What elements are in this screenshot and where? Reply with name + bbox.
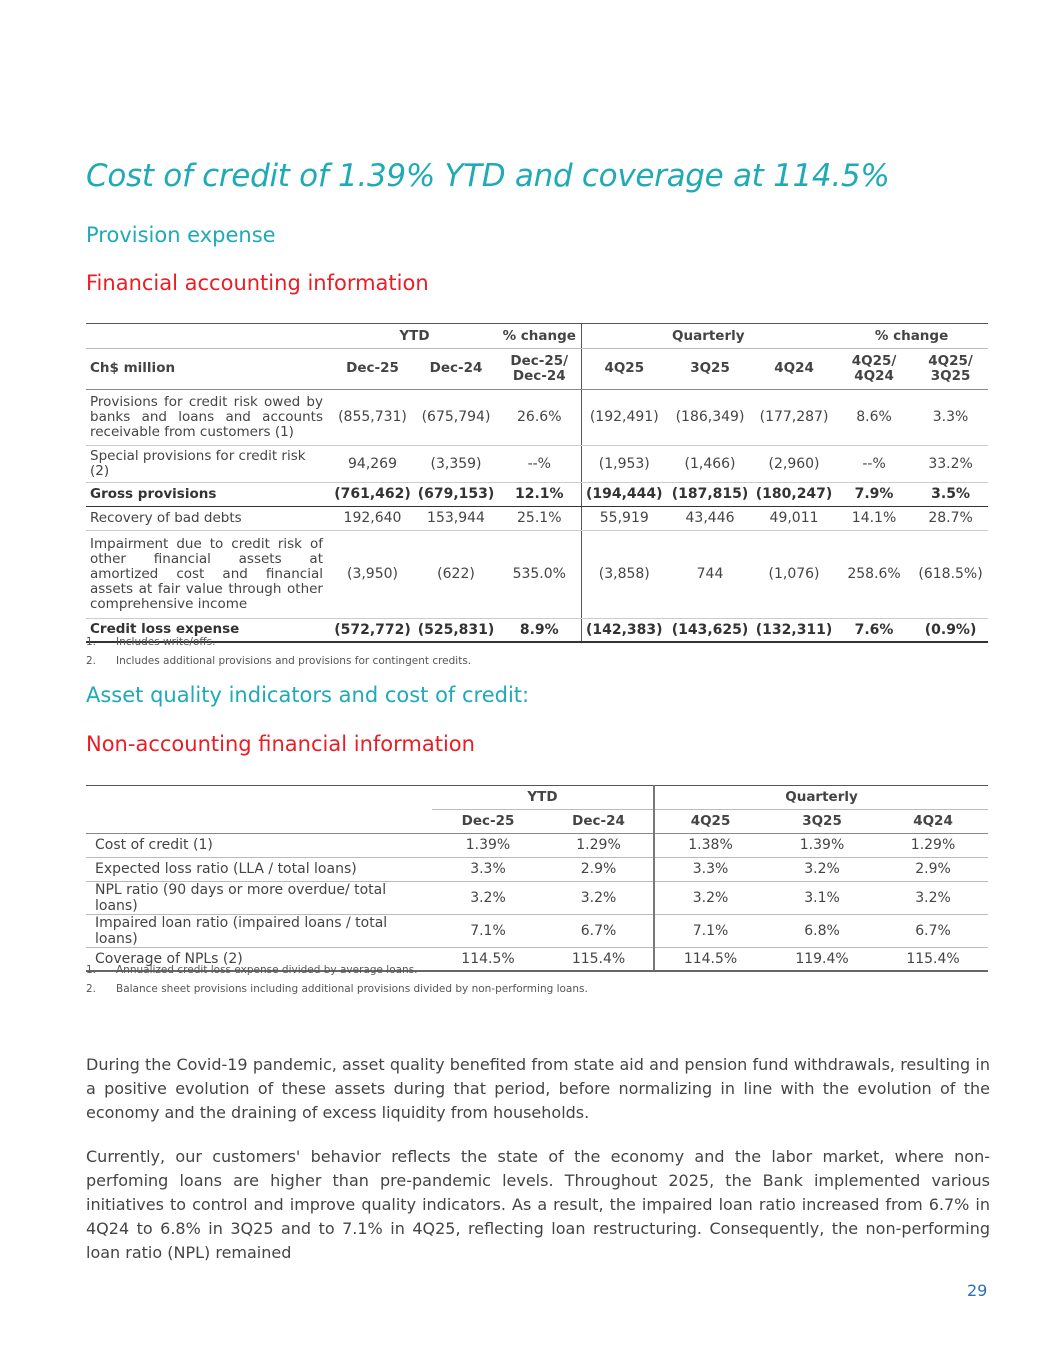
table-cell: 3.1% xyxy=(766,881,878,914)
table-cell: 2.9% xyxy=(878,857,988,881)
table2-column-header-row xyxy=(86,809,988,833)
column-header: Dec-24 xyxy=(544,809,654,833)
footnote-number: 2. xyxy=(86,983,97,995)
group-header-ytd: YTD xyxy=(432,785,654,809)
table-cell: (1,466) xyxy=(667,445,753,482)
table-cell: 6.7% xyxy=(878,914,988,947)
footnote-text: Annualized credit loss expense divided by average loans. xyxy=(116,964,418,976)
table-cell: (180,247) xyxy=(753,482,835,506)
table-cell: (679,153) xyxy=(414,482,498,506)
table-cell: (194,444) xyxy=(581,482,667,506)
footnote-text: Includes write/offs. xyxy=(116,636,216,648)
column-header: 4Q25 xyxy=(654,809,766,833)
row-label: Special provisions for credit risk (2) xyxy=(86,445,331,482)
table-cell: (3,950) xyxy=(331,530,414,618)
empty-cell xyxy=(86,324,331,348)
table-cell: (177,287) xyxy=(753,389,835,445)
table-cell: (618.5%) xyxy=(913,530,988,618)
column-header: 4Q25/ 4Q24 xyxy=(835,348,913,389)
group-header-quarterly: Quarterly xyxy=(581,324,835,348)
table-cell: 6.8% xyxy=(766,914,878,947)
table-cell: --% xyxy=(835,445,913,482)
table-cell: (622) xyxy=(414,530,498,618)
empty-cell xyxy=(86,809,432,833)
table-cell: 3.2% xyxy=(544,881,654,914)
table-cell: 94,269 xyxy=(331,445,414,482)
column-header: Dec-25 xyxy=(432,809,544,833)
group-header-ytd: YTD xyxy=(331,324,498,348)
table-cell: 12.1% xyxy=(498,482,581,506)
table-cell: 535.0% xyxy=(498,530,581,618)
table1-column-header-row xyxy=(86,348,988,389)
row-label: Provisions for credit risk owed by banks and loans and accounts receivable from customers (1) xyxy=(86,389,331,445)
provision-expense-table xyxy=(86,324,988,643)
table-cell: 7.9% xyxy=(835,482,913,506)
table-row xyxy=(86,857,988,881)
table-cell: 744 xyxy=(667,530,753,618)
column-header: 3Q25 xyxy=(667,348,753,389)
table-row-credit-loss-expense xyxy=(86,618,988,642)
table-cell: 25.1% xyxy=(498,506,581,530)
table-cell: 7.1% xyxy=(654,914,766,947)
table-cell: 3.2% xyxy=(654,881,766,914)
table-cell: 3.3% xyxy=(654,857,766,881)
table-cell: 119.4% xyxy=(766,947,878,971)
subheading-non-accounting: Non-accounting financial information xyxy=(86,732,475,756)
footnote-number: 1. xyxy=(86,636,97,648)
empty-cell xyxy=(86,785,432,809)
body-paragraph: Currently, our customers' behavior reflects the state of the economy and the labor market, where non-perfoming loans are higher than pre-pandemic levels. Throughout 2025, the Bank implemented various initiatives to control and improve quality indicators. As a result, the impaired loan ratio increased from 6.7% in 4Q24 to 6.8% in 3Q25 and to 7.1% in 4Q25, reflecting loan restructuring. Consequently, the non-performing loan ratio (NPL) remained xyxy=(86,1147,990,1262)
table-cell: 33.2% xyxy=(913,445,988,482)
table-cell: (1,076) xyxy=(753,530,835,618)
row-label: Expected loss ratio (LLA / total loans) xyxy=(86,857,432,881)
table-cell: 6.7% xyxy=(544,914,654,947)
table-cell: (761,462) xyxy=(331,482,414,506)
row-label: Coverage of NPLs (2) xyxy=(86,947,432,971)
table-row xyxy=(86,833,988,857)
column-header: Dec-25 xyxy=(331,348,414,389)
table-cell: 1.39% xyxy=(766,833,878,857)
table-cell: 26.6% xyxy=(498,389,581,445)
table-cell: (187,815) xyxy=(667,482,753,506)
table-cell: 153,944 xyxy=(414,506,498,530)
table-cell: 14.1% xyxy=(835,506,913,530)
table-cell: 114.5% xyxy=(432,947,544,971)
column-header: 4Q25/ 3Q25 xyxy=(913,348,988,389)
table-cell: 3.3% xyxy=(432,857,544,881)
table-cell: 1.38% xyxy=(654,833,766,857)
row-label: Impairment due to credit risk of other financial assets at amortized cost and financial assets at fair value through other comprehensive income xyxy=(86,530,331,618)
table-cell: 3.2% xyxy=(766,857,878,881)
table-cell: 2.9% xyxy=(544,857,654,881)
row-label: Cost of credit (1) xyxy=(86,833,432,857)
table-row xyxy=(86,914,988,947)
table-row xyxy=(86,445,988,482)
table-cell: --% xyxy=(498,445,581,482)
table-row xyxy=(86,506,988,530)
table-cell: 43,446 xyxy=(667,506,753,530)
table-cell: 1.29% xyxy=(544,833,654,857)
column-header: 4Q24 xyxy=(753,348,835,389)
column-header: 4Q24 xyxy=(878,809,988,833)
footnote-text: Balance sheet provisions including additional provisions divided by non-performing loans. xyxy=(116,983,588,995)
column-header: Dec-24 xyxy=(414,348,498,389)
page-number: 29 xyxy=(967,1281,988,1300)
table-row xyxy=(86,881,988,914)
subheading-financial-accounting: Financial accounting information xyxy=(86,271,429,295)
table-cell: 7.6% xyxy=(835,618,913,642)
table-cell: (1,953) xyxy=(581,445,667,482)
table2-group-header-row xyxy=(86,785,988,809)
table-cell: 7.1% xyxy=(432,914,544,947)
table-cell: (192,491) xyxy=(581,389,667,445)
table-cell: (142,383) xyxy=(581,618,667,642)
footnote-number: 2. xyxy=(86,655,97,667)
table-cell: (525,831) xyxy=(414,618,498,642)
table-cell: 8.9% xyxy=(498,618,581,642)
table-cell: (675,794) xyxy=(414,389,498,445)
row-label: Recovery of bad debts xyxy=(86,506,331,530)
table-row xyxy=(86,389,988,445)
table-cell: 1.39% xyxy=(432,833,544,857)
table-cell: 49,011 xyxy=(753,506,835,530)
table-cell: (0.9%) xyxy=(913,618,988,642)
row-label: Credit loss expense xyxy=(86,618,331,642)
table-cell: (3,359) xyxy=(414,445,498,482)
group-header-pct-change-2: % change xyxy=(835,324,988,348)
table-cell: (572,772) xyxy=(331,618,414,642)
table-row-gross-provisions xyxy=(86,482,988,506)
table-cell: 55,919 xyxy=(581,506,667,530)
table1-group-header-row xyxy=(86,324,988,348)
table-cell: (132,311) xyxy=(753,618,835,642)
footnote xyxy=(86,983,588,995)
table-cell: 115.4% xyxy=(544,947,654,971)
table-cell: 115.4% xyxy=(878,947,988,971)
group-header-quarterly: Quarterly xyxy=(654,785,988,809)
footnote-number: 1. xyxy=(86,964,97,976)
footnote xyxy=(86,636,215,648)
table-cell: 3.5% xyxy=(913,482,988,506)
table-cell: 8.6% xyxy=(835,389,913,445)
table-cell: (855,731) xyxy=(331,389,414,445)
table-cell: 258.6% xyxy=(835,530,913,618)
section-heading-provision-expense: Provision expense xyxy=(86,223,276,247)
page-title: Cost of credit of 1.39% YTD and coverage at 114.5% xyxy=(86,158,890,194)
column-header: 3Q25 xyxy=(766,809,878,833)
table-cell: (186,349) xyxy=(667,389,753,445)
row-label: NPL ratio (90 days or more overdue/ total loans) xyxy=(86,881,432,914)
footnote xyxy=(86,655,471,667)
table-cell: (143,625) xyxy=(667,618,753,642)
table-cell: (2,960) xyxy=(753,445,835,482)
row-label: Impaired loan ratio (impaired loans / total loans) xyxy=(86,914,432,947)
table-cell: 114.5% xyxy=(654,947,766,971)
footnote-text: Includes additional provisions and provisions for contingent credits. xyxy=(116,655,472,667)
table-cell: 192,640 xyxy=(331,506,414,530)
table-cell: 1.29% xyxy=(878,833,988,857)
footnote xyxy=(86,964,418,976)
group-header-pct-change: % change xyxy=(498,324,581,348)
row-label: Gross provisions xyxy=(86,482,331,506)
table-cell: 3.2% xyxy=(432,881,544,914)
table-row xyxy=(86,530,988,618)
table-cell: 28.7% xyxy=(913,506,988,530)
column-header: Dec-25/ Dec-24 xyxy=(498,348,581,389)
table-cell: 3.2% xyxy=(878,881,988,914)
body-paragraph: During the Covid-19 pandemic, asset quality benefited from state aid and pension fund withdrawals, resulting in a positive evolution of these assets during that period, before normalizing in line with the evolution of the economy and the draining of excess liquidity from households. xyxy=(86,1055,990,1122)
asset-quality-table xyxy=(86,785,988,972)
table-cell: (3,858) xyxy=(581,530,667,618)
table-cell: 3.3% xyxy=(913,389,988,445)
section-heading-asset-quality: Asset quality indicators and cost of credit: xyxy=(86,683,530,707)
column-header: 4Q25 xyxy=(581,348,667,389)
column-header-label: Ch$ million xyxy=(86,348,331,389)
